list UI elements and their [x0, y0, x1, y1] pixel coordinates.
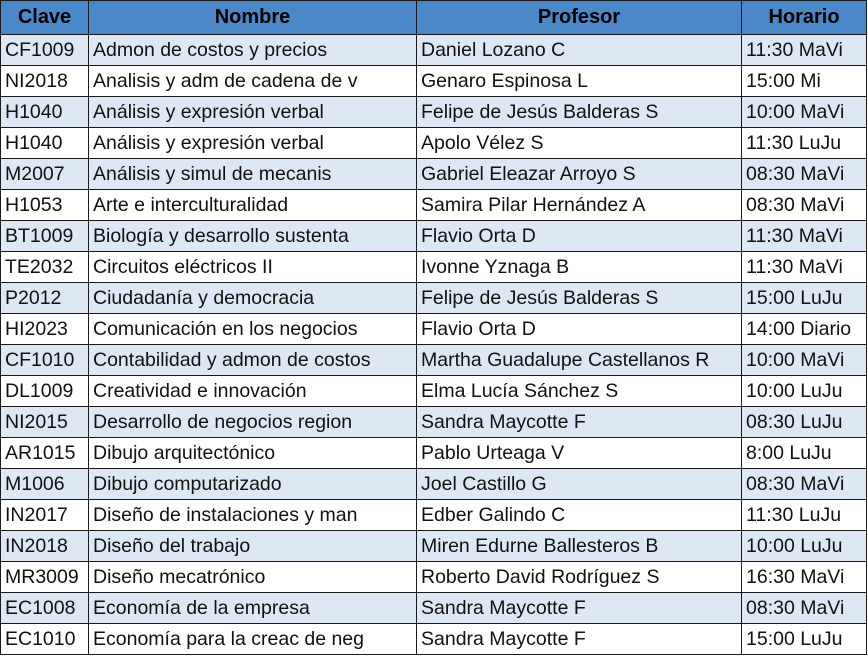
cell-profesor: Felipe de Jesús Balderas S: [417, 97, 742, 128]
cell-nombre: Arte e interculturalidad: [89, 190, 417, 221]
cell-profesor: Sandra Maycotte F: [417, 407, 742, 438]
cell-clave: CF1009: [1, 35, 89, 66]
cell-nombre: Economía de la empresa: [89, 593, 417, 624]
cell-horario: 8:00 LuJu: [742, 438, 867, 469]
table-row: [1, 190, 867, 221]
table-row: [1, 159, 867, 190]
table-row: [1, 97, 867, 128]
table-body: [1, 35, 867, 655]
header-row: [1, 1, 867, 35]
cell-clave: MR3009: [1, 562, 89, 593]
cell-nombre: Diseño del trabajo: [89, 531, 417, 562]
cell-horario: 14:00 Diario: [742, 314, 867, 345]
cell-horario: 15:00 LuJu: [742, 283, 867, 314]
table-row: [1, 531, 867, 562]
table-row: [1, 221, 867, 252]
cell-horario: 10:00 LuJu: [742, 376, 867, 407]
table-row: [1, 252, 867, 283]
cell-nombre: Diseño mecatrónico: [89, 562, 417, 593]
cell-clave: NI2018: [1, 66, 89, 97]
cell-profesor: Miren Edurne Ballesteros B: [417, 531, 742, 562]
table-row: [1, 469, 867, 500]
table-row: [1, 593, 867, 624]
cell-clave: P2012: [1, 283, 89, 314]
cell-horario: 11:30 MaVi: [742, 35, 867, 66]
cell-profesor: Sandra Maycotte F: [417, 593, 742, 624]
cell-clave: IN2017: [1, 500, 89, 531]
cell-horario: 10:00 MaVi: [742, 97, 867, 128]
cell-horario: 11:30 MaVi: [742, 252, 867, 283]
cell-horario: 11:30 LuJu: [742, 128, 867, 159]
cell-horario: 08:30 MaVi: [742, 190, 867, 221]
cell-profesor: Joel Castillo G: [417, 469, 742, 500]
cell-clave: H1053: [1, 190, 89, 221]
table-row: [1, 438, 867, 469]
cell-clave: BT1009: [1, 221, 89, 252]
cell-clave: H1040: [1, 97, 89, 128]
cell-nombre: Circuitos eléctricos II: [89, 252, 417, 283]
table-row: [1, 128, 867, 159]
cell-clave: TE2032: [1, 252, 89, 283]
table-row: [1, 314, 867, 345]
cell-horario: 16:30 MaVi: [742, 562, 867, 593]
cell-nombre: Contabilidad y admon de costos: [89, 345, 417, 376]
cell-profesor: Martha Guadalupe Castellanos R: [417, 345, 742, 376]
cell-horario: 15:00 LuJu: [742, 624, 867, 655]
header-horario: Horario: [742, 1, 867, 35]
cell-profesor: Flavio Orta D: [417, 314, 742, 345]
cell-horario: 08:30 MaVi: [742, 469, 867, 500]
cell-profesor: Edber Galindo C: [417, 500, 742, 531]
cell-profesor: Daniel Lozano C: [417, 35, 742, 66]
table-row: [1, 376, 867, 407]
header-clave: Clave: [1, 1, 89, 35]
cell-nombre: Economía para la creac de neg: [89, 624, 417, 655]
cell-nombre: Creatividad e innovación: [89, 376, 417, 407]
cell-nombre: Dibujo computarizado: [89, 469, 417, 500]
cell-profesor: Flavio Orta D: [417, 221, 742, 252]
table-row: [1, 283, 867, 314]
cell-profesor: Samira Pilar Hernández A: [417, 190, 742, 221]
cell-clave: EC1008: [1, 593, 89, 624]
cell-clave: AR1015: [1, 438, 89, 469]
cell-horario: 11:30 MaVi: [742, 221, 867, 252]
cell-nombre: Dibujo arquitectónico: [89, 438, 417, 469]
cell-nombre: Análisis y expresión verbal: [89, 128, 417, 159]
cell-profesor: Ivonne Yznaga B: [417, 252, 742, 283]
cell-profesor: Genaro Espinosa L: [417, 66, 742, 97]
cell-nombre: Análisis y simul de mecanis: [89, 159, 417, 190]
table-row: [1, 562, 867, 593]
table-row: [1, 407, 867, 438]
cell-clave: IN2018: [1, 531, 89, 562]
table-row: [1, 624, 867, 655]
cell-profesor: Elma Lucía Sánchez S: [417, 376, 742, 407]
table-row: [1, 500, 867, 531]
cell-clave: EC1010: [1, 624, 89, 655]
cell-clave: M1006: [1, 469, 89, 500]
cell-horario: 15:00 Mi: [742, 66, 867, 97]
table-row: [1, 345, 867, 376]
cell-clave: DL1009: [1, 376, 89, 407]
cell-profesor: Apolo Vélez S: [417, 128, 742, 159]
cell-horario: 11:30 LuJu: [742, 500, 867, 531]
cell-horario: 10:00 LuJu: [742, 531, 867, 562]
cell-clave: CF1010: [1, 345, 89, 376]
cell-nombre: Analisis y adm de cadena de v: [89, 66, 417, 97]
cell-clave: NI2015: [1, 407, 89, 438]
cell-profesor: Felipe de Jesús Balderas S: [417, 283, 742, 314]
cell-nombre: Ciudadanía y democracia: [89, 283, 417, 314]
cell-nombre: Diseño de instalaciones y man: [89, 500, 417, 531]
cell-profesor: Sandra Maycotte F: [417, 624, 742, 655]
cell-nombre: Admon de costos y precios: [89, 35, 417, 66]
cell-profesor: Roberto David Rodríguez S: [417, 562, 742, 593]
cell-profesor: Pablo Urteaga V: [417, 438, 742, 469]
cell-horario: 08:30 MaVi: [742, 593, 867, 624]
cell-profesor: Gabriel Eleazar Arroyo S: [417, 159, 742, 190]
cell-nombre: Análisis y expresión verbal: [89, 97, 417, 128]
cell-clave: HI2023: [1, 314, 89, 345]
table-row: [1, 35, 867, 66]
header-nombre: Nombre: [89, 1, 417, 35]
table-row: [1, 66, 867, 97]
cell-nombre: Biología y desarrollo sustenta: [89, 221, 417, 252]
cell-horario: 08:30 LuJu: [742, 407, 867, 438]
cell-clave: H1040: [1, 128, 89, 159]
cell-clave: M2007: [1, 159, 89, 190]
cell-horario: 08:30 MaVi: [742, 159, 867, 190]
cell-horario: 10:00 MaVi: [742, 345, 867, 376]
cell-nombre: Desarrollo de negocios region: [89, 407, 417, 438]
header-profesor: Profesor: [417, 1, 742, 35]
cell-nombre: Comunicación en los negocios: [89, 314, 417, 345]
